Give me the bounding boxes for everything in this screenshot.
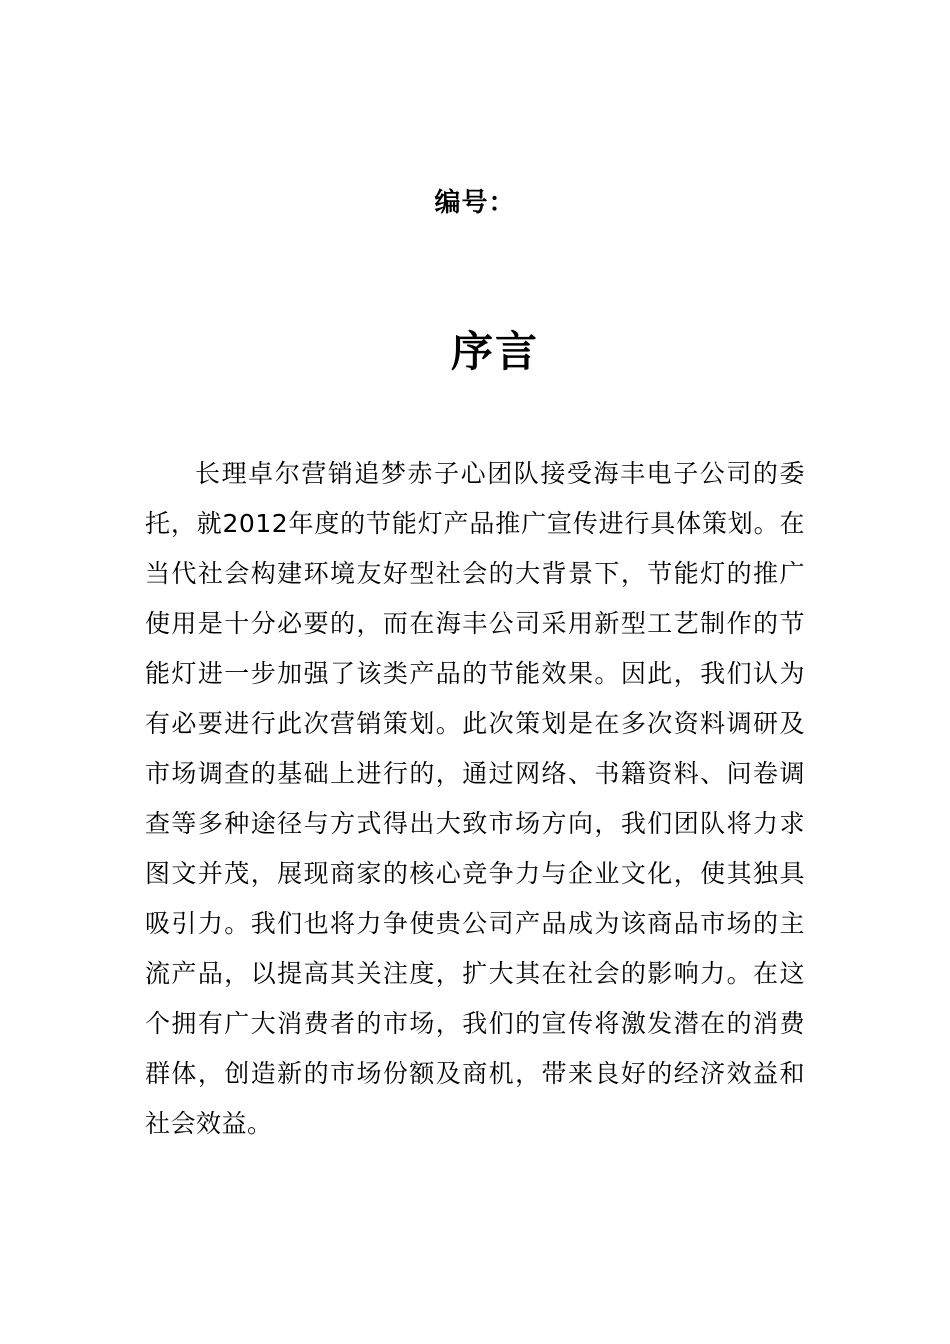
document-number-label: 编号： — [434, 188, 516, 218]
preface-paragraph: 长理卓尔营销追梦赤子心团队接受海丰电子公司的委托，就2012年度的节能灯产品推广宣传进行具体策划。在当代社会构建环境友好型社会的大背景下，节能灯的推广使用是十分必要的，而在海丰公司采用新型工艺制作的节能灯进一步加强了该类产品的节能效果。因此，我们认为有必要进行此次营销策划。此次策划是在多次资料调研及市场调查的基础上进行的，通过网络、书籍资料、问卷调查等多种途径与方式得出大致市场方向，我们团队将力求图文并茂，展现商家的核心竞争力与企业文化，使其独具吸引力。我们也将力争使贵公司产品成为该商品市场的主流产品，以提高其关注度，扩大其在社会的影响力。在这个拥有广大消费者的市场，我们的宣传将激发潜在的消费群体，创造新的市场份额及商机，带来良好的经济效益和社会效益。 — [145, 459, 805, 1138]
page-title: 序言 — [450, 327, 539, 376]
